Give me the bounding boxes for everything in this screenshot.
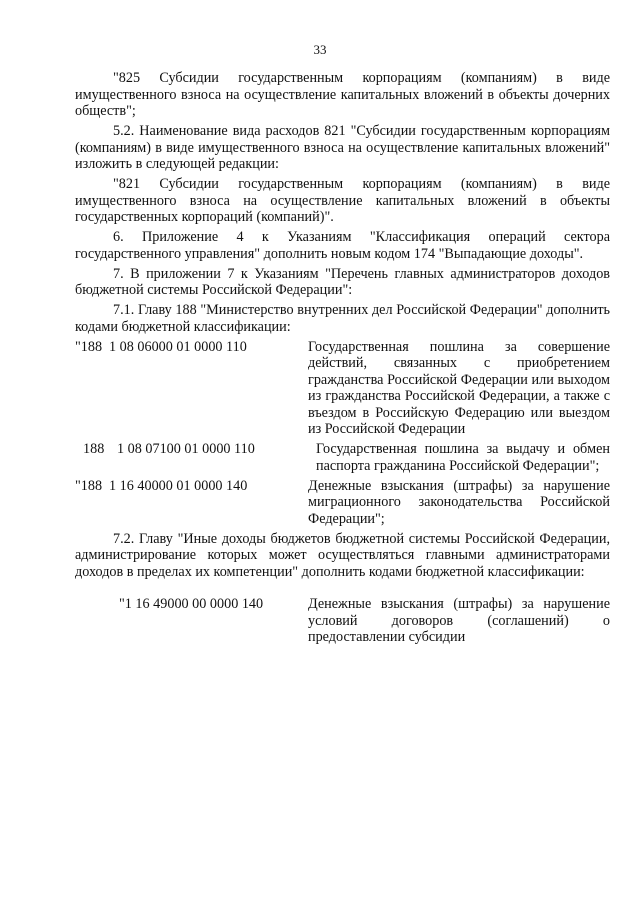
paragraph-7-1: 7.1. Главу 188 "Министерство внутренних дел Российской Федерации" дополнить кодами бюджетной классификации: [75, 302, 610, 335]
document-body [75, 70, 610, 646]
table-row [75, 339, 610, 438]
page-number: 33 [313, 42, 327, 57]
admin-code: "188 [75, 338, 103, 355]
table-row [75, 441, 610, 474]
budget-code: 1 08 07100 01 0000 110 [117, 441, 255, 457]
paragraph-821: "821 Субсидии государственным корпорациям (компаниям) в виде имущественного взноса на осуществление капитальных вложений в объекты государственных корпораций (компаний)". [75, 176, 610, 225]
income-name: Денежные взыскания (штрафы) за нарушение условий договоров (соглашений) о предоставлении субсидии [308, 596, 610, 645]
budget-code: "1 16 49000 00 0000 140 [119, 596, 264, 612]
income-name: Денежные взыскания (штрафы) за нарушение миграционного законодательства Российской Федерации"; [308, 477, 610, 527]
paragraph-7: 7. В приложении 7 к Указаниям "Перечень главных администраторов доходов бюджетной системы Российской Федерации": [75, 265, 610, 298]
admin-code: 188 [83, 441, 105, 457]
income-name: Государственная пошлина за совершение действий, связанных с приобретением гражданства Российской Федерации или выходом из гражданства Российской Федерации, а также с въездом в Российскую Федерацию или выездом из Российской Федерации [308, 338, 610, 437]
admin-code: "188 [75, 477, 103, 494]
table-row [75, 478, 610, 528]
budget-code: 1 16 40000 01 0000 140 [109, 477, 248, 494]
paragraph-6: 6. Приложение 4 к Указаниям "Классификация операций сектора государственного управления" дополнить новым кодом 174 "Выпадающие доходы". [75, 229, 610, 262]
budget-code: 1 08 06000 01 0000 110 [109, 338, 247, 355]
table-row [75, 596, 610, 646]
paragraph-5-2: 5.2. Наименование вида расходов 821 "Субсидии государственным корпорациям (компаниям) в виде имущественного взноса на осуществление капитальных вложений" изложить в следующей редакции: [75, 123, 610, 172]
income-name: Государственная пошлина за выдачу и обмен паспорта гражданина Российской Федерации"; [316, 441, 610, 474]
paragraph-825: "825 Субсидии государственным корпорациям (компаниям) в виде имущественного взноса на осуществление капитальных вложений в объекты дочерних обществ"; [75, 70, 610, 119]
paragraph-7-2: 7.2. Главу "Иные доходы бюджетов бюджетной системы Российской Федерации, администрирование которых может осуществляться главными администраторами доходов в пределах их компетенции" дополнить кодами бюджетной классификации: [75, 530, 610, 580]
